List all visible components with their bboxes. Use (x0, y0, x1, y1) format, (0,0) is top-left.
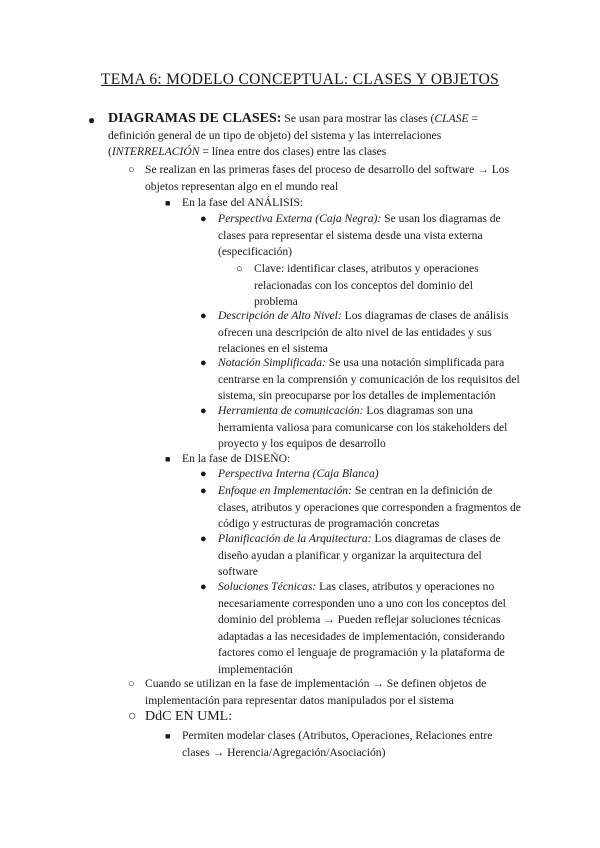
herramienta-comunicacion-item: Herramienta de comunicación: Los diagramas son una herramienta valiosa para comunicarse con los stakeholders del proyecto y los equipos de desarrollo (218, 404, 508, 451)
bullet-circle-icon: ○ (128, 164, 135, 176)
planificacion-arquitectura-item: Planificación de la Arquitectura: Los diagramas de clases de diseño ayudan a planificar y organizar la arquitectura del software (218, 532, 501, 579)
enfoque-implementacion-item: Enfoque en Implementación: Se centran en la definición de clases, atributos y operaciones que corresponden a fragmentos de código y estructuras de programación concretas (218, 484, 521, 531)
bullet-dot-icon: ● (200, 357, 207, 369)
bullet-circle-icon: ○ (128, 678, 135, 690)
soluciones-tecnicas-item: Soluciones Técnicas: Las clases, atributos y operaciones no necesariamente corresponden uno a uno con los conceptos del dominio del problema → Pueden reflejar soluciones técnicas adaptadas a las necesidades de implementación, considerando factores como el lenguaje de programación y la plataforma de implementación (218, 580, 506, 676)
bullet-dot-icon: ● (200, 581, 207, 593)
bullet-square-icon: ■ (165, 198, 171, 208)
notacion-simplificada-item: Notación Simplificada: Se usa una notación simplificada para centrarse en la comprensión y comunicación de los requisitos del sistema, sin preocuparse por los detalles de implementación (218, 356, 520, 403)
bullet-dot-icon: ● (200, 213, 207, 225)
analisis-label: En la fase del ANÁLISIS: (182, 196, 304, 209)
clave-item: Clave: identificar clases, atributos y operaciones relacionadas con los conceptos del dominio del problema (254, 262, 479, 309)
page-title: TEMA 6: MODELO CONCEPTUAL: CLASES Y OBJETOS (100, 71, 500, 88)
bullet-dot-icon: ● (200, 405, 207, 417)
bullet-dot-icon: ● (200, 310, 207, 322)
diagramas-clases-heading: DIAGRAMAS DE CLASES: (108, 111, 282, 126)
bullet-square-icon: ■ (165, 454, 171, 464)
perspectiva-interna-item: Perspectiva Interna (Caja Blanca) (218, 467, 379, 480)
ddc-uml-heading: DdC EN UML: (145, 709, 233, 724)
early-phases-text: Se realizan en las primeras fases del proceso de desarrollo del software → Los objetos representan algo en el mundo real (145, 163, 510, 193)
uml-modelar-item: Permiten modelar clases (Atributos, Operaciones, Relaciones entre clases → Herencia/Agregación/Asociación) (182, 729, 493, 759)
diseno-label: En la fase de DISEÑO: (182, 452, 291, 465)
diagramas-clases-paragraph: DIAGRAMAS DE CLASES: Se usan para mostrar las clases (CLASE = definición general de un tipo de objeto) del sistema y las interrelaciones (INTERRELACIÓN = línea entre dos clases) entre las clases (108, 111, 478, 159)
perspectiva-externa-item: Perspectiva Externa (Caja Negra): Se usan los diagramas de clases para representar el sistema desde una vista externa (especificación) (218, 212, 501, 259)
bullet-dot-icon: ● (200, 468, 207, 480)
alto-nivel-item: Descripción de Alto Nivel: Los diagramas de clases de análisis ofrecen una descripción de alto nivel de las entidades y sus relaciones en el sistema (218, 309, 509, 356)
bullet-dot-icon: ● (200, 485, 207, 497)
bullet-circle-icon: ○ (128, 709, 137, 724)
implementacion-text: Cuando se utilizan en la fase de implementación → Se definen objetos de implementación para representar datos manipulados por el sistema (145, 677, 487, 707)
bullet-square-icon: ■ (165, 731, 171, 741)
bullet-circle-icon: ○ (236, 263, 243, 275)
bullet-dot-icon: ● (200, 533, 207, 545)
bullet-dot-icon: ● (88, 113, 96, 127)
